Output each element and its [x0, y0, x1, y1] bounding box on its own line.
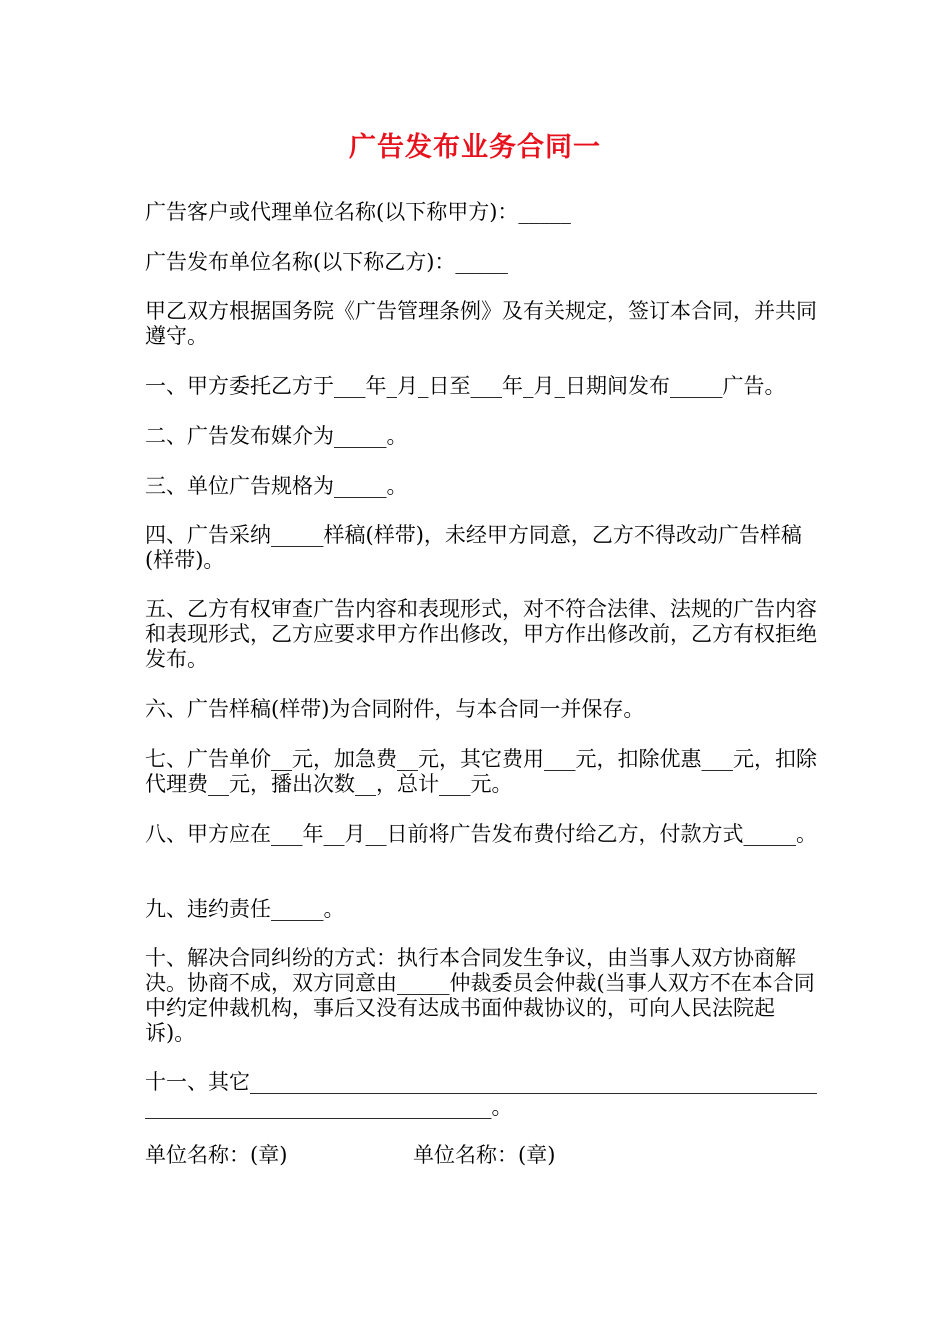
clause-9: 九、违约责任_____。	[145, 897, 345, 921]
clause-1: 一、甲方委托乙方于___年_月_日至___年_月_日期间发布_____广告。	[145, 374, 786, 398]
clause-2: 二、广告发布媒介为_____。	[145, 424, 408, 448]
party-b-line: 广告发布单位名称(以下称乙方)：_____	[145, 250, 508, 274]
document-title: 广告发布业务合同一	[349, 132, 601, 163]
party-a-line: 广告客户或代理单位名称(以下称甲方)：_____	[145, 200, 571, 224]
signature-party-a: 单位名称：(章)	[145, 1143, 288, 1167]
clause-4: 四、广告采纳_____样稿(样带)，未经甲方同意，乙方不得改动广告样稿(样带)。	[145, 523, 802, 572]
signature-party-b: 单位名称：(章)	[413, 1143, 556, 1167]
clause-10: 十、解决合同纠纷的方式：执行本合同发生争议，由当事人双方协商解决。协商不成，双方同意由_____仲裁委员会仲裁(当事人双方不在本合同中约定仲裁机构，事后又没有达成书面仲裁协议的，可向人民法院起诉)。	[145, 946, 815, 1045]
clause-5: 五、乙方有权审查广告内容和表现形式，对不符合法律、法规的广告内容和表现形式，乙方应要求甲方作出修改，甲方作出修改前，乙方有权拒绝发布。	[145, 597, 817, 671]
clause-6: 六、广告样稿(样带)为合同附件，与本合同一并保存。	[145, 697, 645, 721]
preamble-paragraph: 甲乙双方根据国务院《广告管理条例》及有关规定，签订本合同，并共同遵守。	[145, 299, 817, 348]
clause-7: 七、广告单价__元，加急费__元，其它费用___元，扣除优惠___元，扣除代理费__元，播出次数__，总计___元。	[145, 747, 817, 796]
clause-11: 十一、其它_______________________________________________________________________________________。	[145, 1070, 817, 1119]
clause-8: 八、甲方应在___年__月__日前将广告发布费付给乙方，付款方式_____。	[145, 822, 817, 846]
clause-3: 三、单位广告规格为_____。	[145, 474, 408, 498]
signature-row	[145, 1143, 820, 1171]
